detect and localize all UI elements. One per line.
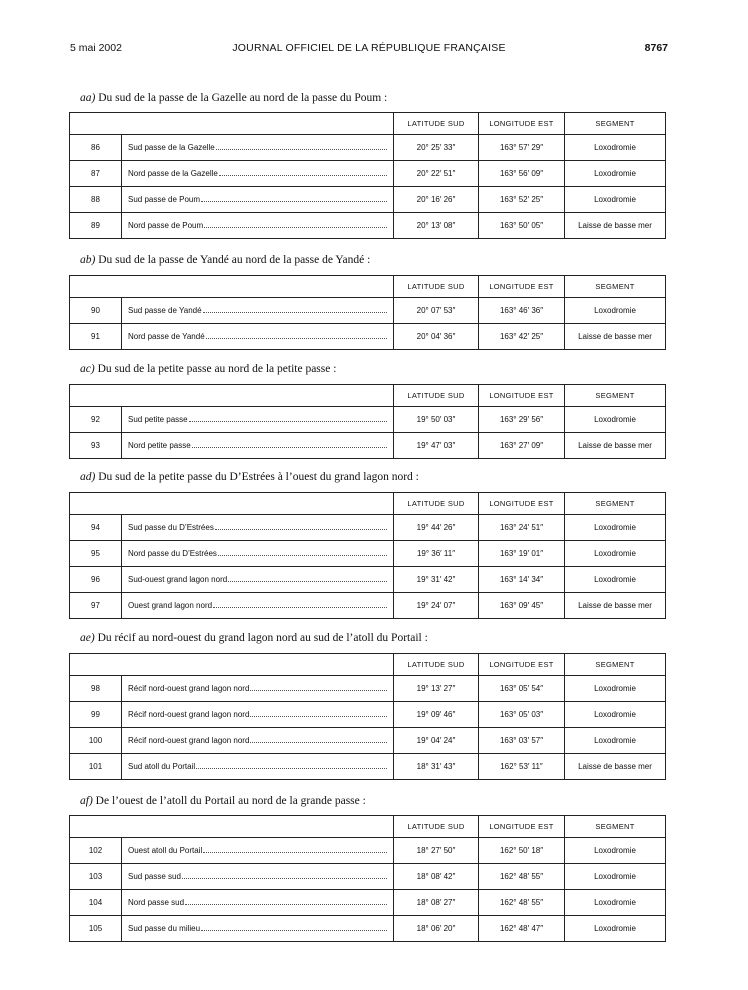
- section-caption-text: Du sud de la petite passe du D’Estrées à l’ouest du grand lagon nord :: [98, 471, 419, 483]
- point-name: Sud-ouest grand lagon nord: [128, 575, 228, 584]
- point-name: Nord passe de la Gazelle: [128, 169, 218, 178]
- header-latitude: LATITUDE SUD: [394, 113, 479, 135]
- point-number: 102: [70, 838, 122, 864]
- point-name-cell: [122, 702, 394, 728]
- latitude-value: 19° 44′ 26″: [394, 515, 479, 541]
- segment-value: Loxodromie: [565, 838, 666, 864]
- section-label: aa): [80, 92, 96, 104]
- leader-dots: [189, 420, 387, 422]
- longitude-value: 163° 56′ 09″: [479, 161, 565, 187]
- table-row: [70, 135, 666, 161]
- table-row: [70, 890, 666, 916]
- point-number: 88: [70, 187, 122, 213]
- header-blank-cell: [122, 385, 394, 407]
- point-name: Nord passe sud: [128, 898, 185, 907]
- leader-dots: [250, 689, 387, 691]
- point-name: Nord passe du D’Estrées: [128, 549, 217, 558]
- section-caption-text: Du sud de la petite passe au nord de la petite passe :: [97, 363, 337, 375]
- point-name-cell: [122, 407, 394, 433]
- leader-dots: [201, 929, 387, 931]
- point-name: Sud petite passe: [128, 415, 188, 424]
- point-name: Nord passe de Yandé: [128, 332, 205, 341]
- latitude-value: 18° 27′ 50″: [394, 838, 479, 864]
- point-number: 100: [70, 728, 122, 754]
- section-caption-text: Du sud de la passe de Yandé au nord de la passe de Yandé :: [98, 254, 371, 266]
- point-number: 94: [70, 515, 122, 541]
- header-blank-cell: [70, 493, 122, 515]
- section-caption-text: Du récif au nord-ouest du grand lagon nord au sud de l’atoll du Portail :: [97, 632, 428, 644]
- leader-dots: [250, 715, 387, 717]
- latitude-value: 20° 04′ 36″: [394, 324, 479, 350]
- leader-dots: [228, 580, 387, 582]
- point-name-cell: [122, 593, 394, 619]
- leader-dots: [203, 851, 387, 853]
- point-name-cell: [122, 728, 394, 754]
- point-number: 87: [70, 161, 122, 187]
- segment-value: Laisse de basse mer: [565, 754, 666, 780]
- point-number: 105: [70, 916, 122, 942]
- section-label: ad): [80, 471, 96, 483]
- segment-value: Loxodromie: [565, 187, 666, 213]
- latitude-value: 20° 25′ 33″: [394, 135, 479, 161]
- latitude-value: 18° 31′ 43″: [394, 754, 479, 780]
- longitude-value: 162° 48′ 55″: [479, 890, 565, 916]
- coordinates-table: [69, 815, 666, 942]
- leader-dots: [185, 903, 387, 905]
- point-name-cell: [122, 213, 394, 239]
- point-name: Ouest atoll du Portail: [128, 846, 203, 855]
- segment-value: Laisse de basse mer: [565, 433, 666, 459]
- segment-value: Loxodromie: [565, 135, 666, 161]
- leader-dots: [196, 767, 387, 769]
- table-row: [70, 161, 666, 187]
- point-name-cell: [122, 864, 394, 890]
- segment-value: Loxodromie: [565, 864, 666, 890]
- longitude-value: 162° 48′ 47″: [479, 916, 565, 942]
- table-row: [70, 515, 666, 541]
- section-caption-text: De l’ouest de l’atoll du Portail au nord de la grande passe :: [95, 795, 366, 807]
- leader-dots: [204, 226, 387, 228]
- point-name: Sud passe sud: [128, 872, 181, 881]
- header-longitude: LONGITUDE EST: [479, 816, 565, 838]
- segment-value: Loxodromie: [565, 407, 666, 433]
- header-date: 5 mai 2002: [70, 42, 122, 54]
- longitude-value: 163° 09′ 45″: [479, 593, 565, 619]
- latitude-value: 19° 31′ 42″: [394, 567, 479, 593]
- latitude-value: 19° 13′ 27″: [394, 676, 479, 702]
- latitude-value: 19° 24′ 07″: [394, 593, 479, 619]
- point-name-cell: [122, 676, 394, 702]
- header-blank-cell: [122, 113, 394, 135]
- longitude-value: 163° 42′ 25″: [479, 324, 565, 350]
- header-page-number: 8767: [644, 42, 668, 54]
- point-name-cell: [122, 161, 394, 187]
- coordinates-table: [69, 275, 666, 350]
- section-label: ac): [80, 363, 95, 375]
- latitude-value: 19° 47′ 03″: [394, 433, 479, 459]
- point-number: 92: [70, 407, 122, 433]
- section-caption: [80, 254, 370, 266]
- leader-dots: [201, 200, 387, 202]
- longitude-value: 163° 24′ 51″: [479, 515, 565, 541]
- latitude-value: 20° 22′ 51″: [394, 161, 479, 187]
- point-name: Sud passe de Poum: [128, 195, 201, 204]
- longitude-value: 163° 29′ 56″: [479, 407, 565, 433]
- header-latitude: LATITUDE SUD: [394, 654, 479, 676]
- header-latitude: LATITUDE SUD: [394, 385, 479, 407]
- section-label: ab): [80, 254, 96, 266]
- latitude-value: 19° 09′ 46″: [394, 702, 479, 728]
- table-row: [70, 213, 666, 239]
- section-caption: [80, 92, 387, 104]
- longitude-value: 163° 14′ 34″: [479, 567, 565, 593]
- segment-value: Laisse de basse mer: [565, 324, 666, 350]
- point-number: 96: [70, 567, 122, 593]
- table-row: [70, 433, 666, 459]
- segment-value: Loxodromie: [565, 728, 666, 754]
- section-label: ae): [80, 632, 95, 644]
- header-blank-cell: [122, 276, 394, 298]
- longitude-value: 162° 53′ 11″: [479, 754, 565, 780]
- point-name-cell: [122, 541, 394, 567]
- table-row: [70, 298, 666, 324]
- segment-value: Laisse de basse mer: [565, 213, 666, 239]
- table-row: [70, 728, 666, 754]
- latitude-value: 20° 07′ 53″: [394, 298, 479, 324]
- table-header-row: [70, 816, 666, 838]
- longitude-value: 162° 50′ 18″: [479, 838, 565, 864]
- point-name: Récif nord-ouest grand lagon nord: [128, 684, 250, 693]
- leader-dots: [216, 148, 387, 150]
- point-number: 90: [70, 298, 122, 324]
- section-caption: [80, 795, 366, 807]
- point-number: 95: [70, 541, 122, 567]
- longitude-value: 162° 48′ 55″: [479, 864, 565, 890]
- point-name: Sud passe du milieu: [128, 924, 201, 933]
- header-blank-cell: [70, 654, 122, 676]
- segment-value: Loxodromie: [565, 515, 666, 541]
- segment-value: Loxodromie: [565, 161, 666, 187]
- table-row: [70, 187, 666, 213]
- header-blank-cell: [122, 493, 394, 515]
- point-number: 98: [70, 676, 122, 702]
- latitude-value: 19° 50′ 03″: [394, 407, 479, 433]
- point-name: Récif nord-ouest grand lagon nord: [128, 736, 250, 745]
- table-header-row: [70, 113, 666, 135]
- point-name-cell: [122, 754, 394, 780]
- point-number: 103: [70, 864, 122, 890]
- header-latitude: LATITUDE SUD: [394, 276, 479, 298]
- segment-value: Loxodromie: [565, 676, 666, 702]
- leader-dots: [215, 528, 387, 530]
- longitude-value: 163° 52′ 25″: [479, 187, 565, 213]
- point-name-cell: [122, 187, 394, 213]
- coordinates-table: [69, 112, 666, 239]
- table-row: [70, 567, 666, 593]
- header-longitude: LONGITUDE EST: [479, 385, 565, 407]
- coordinates-table: [69, 653, 666, 780]
- segment-value: Loxodromie: [565, 890, 666, 916]
- header-longitude: LONGITUDE EST: [479, 493, 565, 515]
- table-row: [70, 407, 666, 433]
- longitude-value: 163° 57′ 29″: [479, 135, 565, 161]
- point-name: Récif nord-ouest grand lagon nord: [128, 710, 250, 719]
- table-header-row: [70, 493, 666, 515]
- longitude-value: 163° 46′ 36″: [479, 298, 565, 324]
- longitude-value: 163° 27′ 09″: [479, 433, 565, 459]
- header-latitude: LATITUDE SUD: [394, 493, 479, 515]
- leader-dots: [203, 311, 387, 313]
- header-blank-cell: [122, 816, 394, 838]
- segment-value: Laisse de basse mer: [565, 593, 666, 619]
- section-label: af): [80, 795, 93, 807]
- header-segment: SEGMENT: [565, 654, 666, 676]
- table-row: [70, 864, 666, 890]
- header-blank-cell: [70, 276, 122, 298]
- leader-dots: [250, 741, 387, 743]
- point-name-cell: [122, 838, 394, 864]
- section-caption: [80, 471, 419, 483]
- point-name-cell: [122, 324, 394, 350]
- latitude-value: 20° 13′ 08″: [394, 213, 479, 239]
- section-caption-text: Du sud de la passe de la Gazelle au nord de la passe du Poum :: [98, 92, 388, 104]
- header-longitude: LONGITUDE EST: [479, 654, 565, 676]
- section-caption: [80, 632, 428, 644]
- section-caption: [80, 363, 336, 375]
- table-row: [70, 838, 666, 864]
- header-blank-cell: [70, 385, 122, 407]
- header-segment: SEGMENT: [565, 493, 666, 515]
- table-row: [70, 676, 666, 702]
- table-row: [70, 916, 666, 942]
- latitude-value: 19° 36′ 11″: [394, 541, 479, 567]
- latitude-value: 19° 04′ 24″: [394, 728, 479, 754]
- point-name-cell: [122, 890, 394, 916]
- table-row: [70, 593, 666, 619]
- latitude-value: 18° 08′ 27″: [394, 890, 479, 916]
- table-row: [70, 541, 666, 567]
- header-blank-cell: [70, 816, 122, 838]
- point-name-cell: [122, 916, 394, 942]
- segment-value: Loxodromie: [565, 298, 666, 324]
- latitude-value: 20° 16′ 26″: [394, 187, 479, 213]
- header-segment: SEGMENT: [565, 276, 666, 298]
- point-name-cell: [122, 298, 394, 324]
- point-number: 86: [70, 135, 122, 161]
- leader-dots: [182, 877, 387, 879]
- header-longitude: LONGITUDE EST: [479, 276, 565, 298]
- table-header-row: [70, 654, 666, 676]
- leader-dots: [206, 337, 387, 339]
- table-header-row: [70, 385, 666, 407]
- longitude-value: 163° 05′ 54″: [479, 676, 565, 702]
- longitude-value: 163° 03′ 57″: [479, 728, 565, 754]
- table-row: [70, 324, 666, 350]
- latitude-value: 18° 08′ 42″: [394, 864, 479, 890]
- longitude-value: 163° 50′ 05″: [479, 213, 565, 239]
- point-name: Sud atoll du Portail: [128, 762, 196, 771]
- point-name: Nord passe de Poum: [128, 221, 204, 230]
- point-number: 99: [70, 702, 122, 728]
- point-number: 93: [70, 433, 122, 459]
- table-row: [70, 702, 666, 728]
- longitude-value: 163° 19′ 01″: [479, 541, 565, 567]
- point-name: Ouest grand lagon nord: [128, 601, 213, 610]
- header-segment: SEGMENT: [565, 113, 666, 135]
- segment-value: Loxodromie: [565, 702, 666, 728]
- point-name: Sud passe de Yandé: [128, 306, 202, 315]
- page-header: [70, 42, 668, 56]
- header-longitude: LONGITUDE EST: [479, 113, 565, 135]
- header-latitude: LATITUDE SUD: [394, 816, 479, 838]
- header-journal-title: JOURNAL OFFICIEL DE LA RÉPUBLIQUE FRANÇAISE: [232, 42, 506, 54]
- point-name-cell: [122, 135, 394, 161]
- leader-dots: [192, 446, 387, 448]
- leader-dots: [213, 606, 387, 608]
- point-name: Sud passe de la Gazelle: [128, 143, 215, 152]
- coordinates-table: [69, 492, 666, 619]
- segment-value: Loxodromie: [565, 567, 666, 593]
- header-blank-cell: [122, 654, 394, 676]
- point-number: 89: [70, 213, 122, 239]
- point-number: 91: [70, 324, 122, 350]
- segment-value: Loxodromie: [565, 541, 666, 567]
- point-name: Nord petite passe: [128, 441, 191, 450]
- header-segment: SEGMENT: [565, 385, 666, 407]
- table-row: [70, 754, 666, 780]
- coordinates-table: [69, 384, 666, 459]
- leader-dots: [218, 554, 387, 556]
- point-number: 104: [70, 890, 122, 916]
- point-number: 97: [70, 593, 122, 619]
- point-name-cell: [122, 433, 394, 459]
- point-name-cell: [122, 515, 394, 541]
- latitude-value: 18° 06′ 20″: [394, 916, 479, 942]
- longitude-value: 163° 05′ 03″: [479, 702, 565, 728]
- table-header-row: [70, 276, 666, 298]
- segment-value: Loxodromie: [565, 916, 666, 942]
- header-blank-cell: [70, 113, 122, 135]
- point-name: Sud passe du D’Estrées: [128, 523, 214, 532]
- header-segment: SEGMENT: [565, 816, 666, 838]
- point-number: 101: [70, 754, 122, 780]
- leader-dots: [219, 174, 387, 176]
- point-name-cell: [122, 567, 394, 593]
